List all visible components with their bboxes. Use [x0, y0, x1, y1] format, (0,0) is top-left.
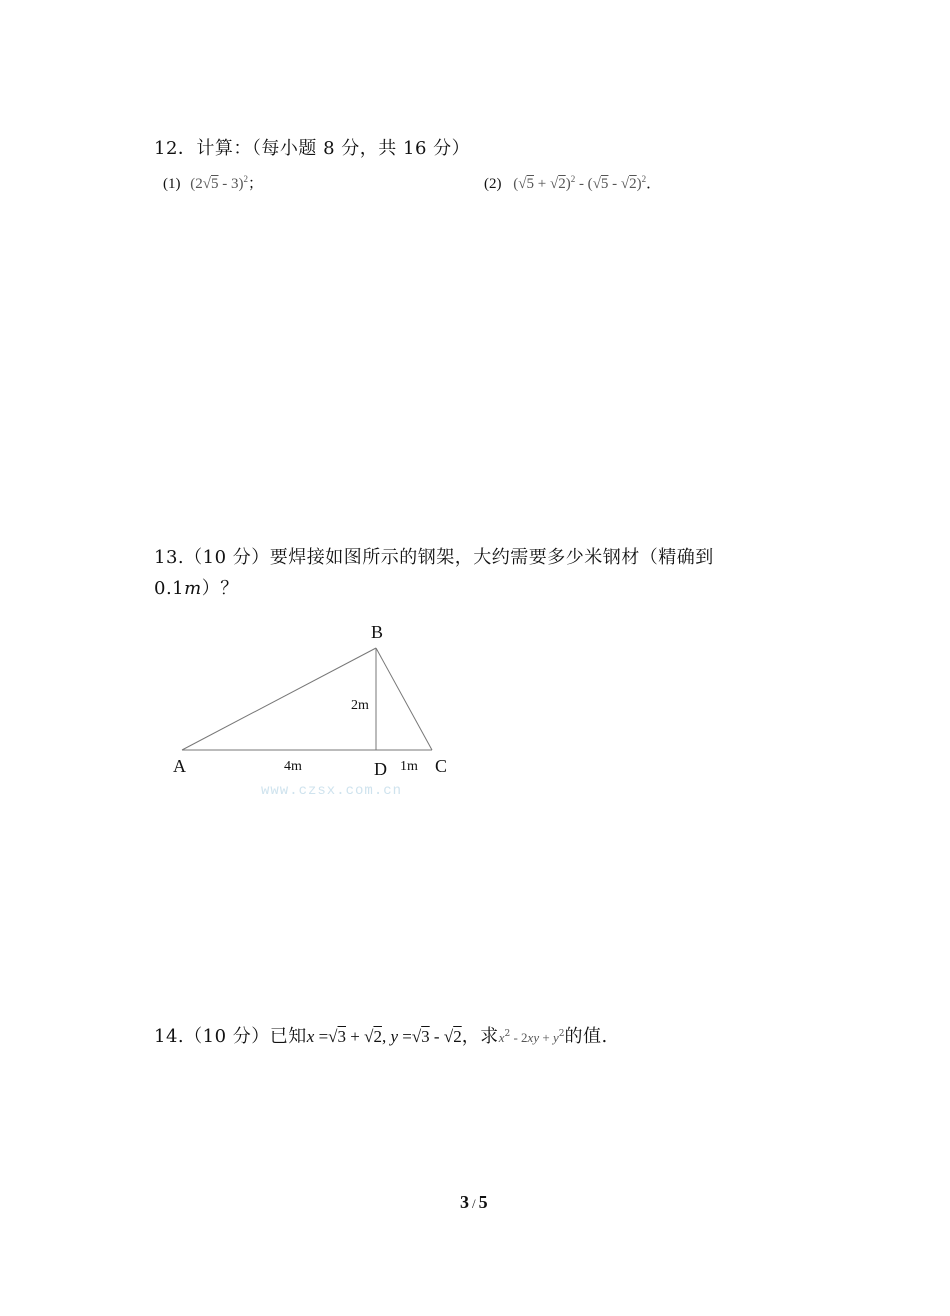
operator: + [346, 1027, 365, 1046]
page-number [460, 1192, 488, 1213]
radicand: 3 [421, 1027, 430, 1046]
exponent: 2 [243, 174, 248, 184]
operator: + [539, 1030, 553, 1045]
length-bd-label: 2m [351, 698, 369, 713]
radicand: 5 [526, 176, 534, 192]
q14-middle: ，求 [461, 1026, 499, 1047]
radicand: 2 [453, 1027, 462, 1046]
radicand: 2 [373, 1027, 382, 1046]
var-y: y [390, 1027, 398, 1046]
operator: - [429, 1027, 444, 1046]
radical-sign: √ [549, 176, 559, 192]
precision-value: 0.1 [154, 578, 185, 599]
operator: + [533, 176, 550, 192]
radicand: 2 [629, 176, 637, 192]
q14-prefix: 14.（10 分）已知 [154, 1026, 307, 1047]
paren: ) [565, 176, 571, 192]
length-dc-label: 1m [400, 759, 418, 774]
var-x: x [306, 1027, 315, 1046]
expr-rest: - 3) [218, 176, 244, 192]
equals: = [314, 1027, 329, 1046]
radical-sign: √ [443, 1027, 454, 1046]
expr-tail: ． [646, 176, 662, 192]
radical-sign: √ [364, 1027, 374, 1046]
var-xy: xy [527, 1030, 540, 1045]
length-ad-label: 4m [284, 759, 302, 774]
radical-sign: √ [592, 176, 601, 192]
expr-open: (2 [190, 176, 203, 192]
q12-title: 12．计算：（每小题 8 分，共 16 分） [154, 138, 471, 159]
comma: , [381, 1027, 391, 1046]
exponent: 2 [504, 1029, 511, 1039]
exponent: 2 [641, 174, 647, 184]
radical-sign: √ [411, 1027, 422, 1046]
var-y: y [552, 1030, 559, 1045]
vertex-a-label: A [173, 756, 186, 776]
exponent: 2 [570, 174, 576, 184]
radicand: 5 [600, 176, 609, 192]
radical-sign: √ [202, 176, 211, 192]
radicand: 3 [337, 1027, 346, 1046]
operator: - 2 [510, 1030, 528, 1045]
operator: - ( [575, 176, 593, 192]
q13-line2-tail: ）？ [201, 578, 239, 599]
page-total: 5 [478, 1192, 488, 1212]
part-label: (1) [163, 176, 181, 192]
radicand: 2 [558, 176, 566, 192]
vertex-c-label: C [435, 756, 448, 776]
edge-bc [376, 648, 432, 750]
radical-sign: √ [620, 176, 630, 192]
part-label: (2) [484, 176, 502, 192]
expr-tail: ； [247, 176, 263, 192]
unit: m [184, 578, 202, 599]
exponent: 2 [558, 1029, 565, 1039]
radical-sign: √ [328, 1027, 338, 1046]
q13-line1: 13.（10 分）要焊接如图所示的钢架，大约需要多少米钢材（精确到 [154, 547, 714, 568]
page-current: 3 [460, 1192, 469, 1212]
var-x: x [498, 1030, 505, 1045]
watermark-text: www.czsx.com.cn [261, 783, 403, 799]
edge-ab [182, 648, 376, 750]
paren: ) [636, 176, 642, 192]
paren: ( [513, 176, 519, 192]
radicand: 5 [210, 176, 219, 192]
vertex-d-label: D [374, 759, 387, 779]
operator: - [608, 176, 621, 192]
radical-sign: √ [518, 176, 527, 192]
page-separator: / [472, 1196, 476, 1211]
equals: = [397, 1027, 412, 1046]
vertex-b-label: B [371, 622, 384, 642]
q14-statement [154, 1022, 608, 1048]
q14-suffix: 的值. [564, 1026, 608, 1047]
